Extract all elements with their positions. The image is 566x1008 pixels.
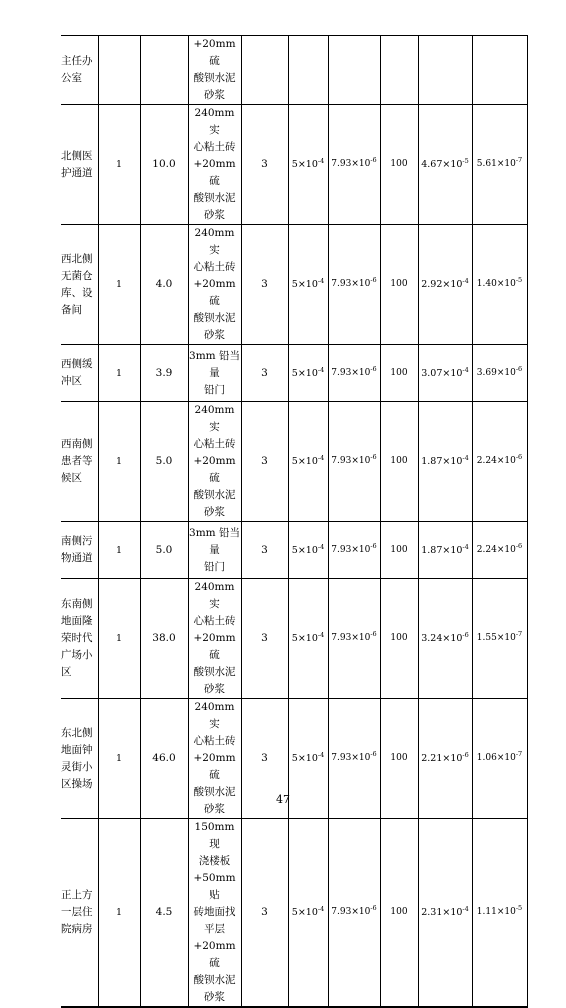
table-row xyxy=(61,579,527,699)
distance-cell xyxy=(140,36,188,105)
col5-cell: 3 xyxy=(241,402,288,522)
distance-cell: 10.0 xyxy=(140,105,188,225)
distance-cell: 4.5 xyxy=(140,819,188,1008)
col5-cell: 3 xyxy=(241,819,288,1008)
col5-cell: 3 xyxy=(241,579,288,699)
col8-cell: 100 xyxy=(380,699,418,819)
table-row xyxy=(61,345,527,402)
shielding-table xyxy=(61,35,528,1008)
distance-cell: 5.0 xyxy=(140,402,188,522)
table-row xyxy=(61,819,527,1008)
cell-line: 西南侧 xyxy=(61,438,93,450)
cell-line: 240mm 实 xyxy=(194,701,235,730)
cell-line: 砂浆 xyxy=(204,803,225,815)
col10-cell: $1.11\times 10^{-5}$ xyxy=(472,819,527,1008)
col6-cell: $5\times 10^{-4}$ xyxy=(288,819,328,1008)
col8-cell: 100 xyxy=(380,225,418,345)
col9-cell: $1.87\times 10^{-4}$ xyxy=(418,402,472,522)
cell-line: 砂浆 xyxy=(204,683,225,695)
distance-cell: 3.9 xyxy=(140,345,188,402)
cell-line: 东南侧 xyxy=(61,598,93,610)
col5-cell: 3 xyxy=(241,699,288,819)
location-cell xyxy=(61,579,98,699)
col7-cell: $7.93\times 10^{-6}$ xyxy=(328,579,380,699)
col6-cell: $5\times 10^{-4}$ xyxy=(288,402,328,522)
cell-line: 冲区 xyxy=(61,375,82,387)
count-cell: 1 xyxy=(98,105,140,225)
cell-line: 东北侧 xyxy=(61,726,93,739)
col7-cell: $7.93\times 10^{-6}$ xyxy=(328,345,380,402)
table-row xyxy=(61,225,527,345)
distance-cell: 4.0 xyxy=(140,225,188,345)
cell-line: 砂浆 xyxy=(204,209,225,221)
col7-cell: $7.93\times 10^{-6}$ xyxy=(328,819,380,1008)
cell-line: 南侧污 xyxy=(61,535,93,547)
col8-cell: 100 xyxy=(380,402,418,522)
cell-line: +20mm 硫 xyxy=(193,278,236,307)
cell-line: 240mm 实 xyxy=(194,581,235,610)
col10-cell xyxy=(472,36,527,105)
count-cell: 1 xyxy=(98,345,140,402)
cell-line: +20mm 硫 xyxy=(193,158,236,187)
cell-line: 量 xyxy=(209,543,220,556)
cell-line: 砂浆 xyxy=(204,89,225,101)
cell-line: 地面隆 xyxy=(61,615,93,627)
cell-line: 院病房 xyxy=(61,923,93,935)
cell-line: +50mm 贴 xyxy=(193,872,236,901)
cell-line: 平层 xyxy=(204,923,225,935)
col7-cell: $7.93\times 10^{-6}$ xyxy=(328,699,380,819)
cell-line: 量 xyxy=(209,366,220,379)
cell-line: 护通道 xyxy=(61,166,93,179)
cell-line: 西侧缓 xyxy=(61,358,93,370)
col8-cell: 100 xyxy=(380,345,418,402)
col9-cell: $3.24\times 10^{-6}$ xyxy=(418,579,472,699)
cell-line: 酸钡水泥 xyxy=(193,786,236,798)
col8-cell: 100 xyxy=(380,579,418,699)
cell-line: 西北侧 xyxy=(61,252,93,265)
cell-line: 浇楼板 xyxy=(198,855,231,867)
shielding-cell xyxy=(188,819,241,1008)
shielding-cell xyxy=(188,579,241,699)
location-cell xyxy=(61,105,98,225)
col9-cell: $2.21\times 10^{-6}$ xyxy=(418,699,472,819)
col7-cell xyxy=(328,36,380,105)
cell-line: 240mm 实 xyxy=(194,107,235,136)
col9-cell: $3.07\times 10^{-4}$ xyxy=(418,345,472,402)
col9-cell xyxy=(418,36,472,105)
col9-cell: $2.31\times 10^{-4}$ xyxy=(418,819,472,1008)
cell-line: 广场小 xyxy=(61,649,93,661)
cell-line: 区操场 xyxy=(61,777,93,790)
cell-line: 铅门 xyxy=(204,560,225,573)
cell-line: 酸钡水泥 xyxy=(193,974,236,986)
cell-line: 主任办 xyxy=(61,55,93,67)
cell-line: 砖地面找 xyxy=(193,906,236,918)
col8-cell: 100 xyxy=(380,522,418,579)
col7-cell: $7.93\times 10^{-6}$ xyxy=(328,105,380,225)
distance-cell: 46.0 xyxy=(140,699,188,819)
cell-line: 区 xyxy=(61,666,72,678)
cell-line: 3mm 铅当 xyxy=(189,349,240,362)
count-cell: 1 xyxy=(98,522,140,579)
col7-cell: $7.93\times 10^{-6}$ xyxy=(328,225,380,345)
cell-line: 心粘土砖 xyxy=(193,615,236,627)
cell-line: 物通道 xyxy=(61,552,93,564)
col9-cell: $1.87\times 10^{-4}$ xyxy=(418,522,472,579)
cell-line: 心粘土砖 xyxy=(193,735,236,747)
cell-line: 240mm 实 xyxy=(194,404,235,433)
col6-cell: $5\times 10^{-4}$ xyxy=(288,225,328,345)
cell-line: 无菌仓 xyxy=(61,269,93,282)
shielding-cell xyxy=(188,345,241,402)
cell-line: 砂浆 xyxy=(204,506,225,518)
shielding-cell xyxy=(188,36,241,105)
cell-line: 酸钡水泥 xyxy=(193,489,236,501)
cell-line: 库、设 xyxy=(61,286,93,299)
cell-line: 心粘土砖 xyxy=(193,141,236,153)
col10-cell: $2.24\times 10^{-6}$ xyxy=(472,522,527,579)
table-row xyxy=(61,36,527,105)
col6-cell: $5\times 10^{-4}$ xyxy=(288,522,328,579)
location-cell xyxy=(61,345,98,402)
location-cell xyxy=(61,522,98,579)
location-cell xyxy=(61,402,98,522)
cell-line: +20mm 硫 xyxy=(193,940,236,969)
col5-cell: 3 xyxy=(241,105,288,225)
cell-line: 酸钡水泥 xyxy=(193,192,236,204)
cell-line: 240mm 实 xyxy=(194,227,235,256)
col10-cell: $3.69\times 10^{-6}$ xyxy=(472,345,527,402)
location-cell xyxy=(61,819,98,1008)
col8-cell: 100 xyxy=(380,819,418,1008)
col6-cell: $5\times 10^{-4}$ xyxy=(288,579,328,699)
col5-cell: 3 xyxy=(241,345,288,402)
col5-cell xyxy=(241,36,288,105)
col10-cell: $2.24\times 10^{-6}$ xyxy=(472,402,527,522)
cell-line: 患者等 xyxy=(61,455,93,467)
shielding-cell xyxy=(188,402,241,522)
table-row xyxy=(61,402,527,522)
col9-cell: $2.92\times 10^{-4}$ xyxy=(418,225,472,345)
count-cell: 1 xyxy=(98,819,140,1008)
col5-cell: 3 xyxy=(241,225,288,345)
cell-line: 北侧医 xyxy=(61,149,93,162)
col7-cell: $7.93\times 10^{-6}$ xyxy=(328,522,380,579)
cell-line: 150mm 现 xyxy=(194,821,235,850)
count-cell: 1 xyxy=(98,402,140,522)
location-cell xyxy=(61,36,98,105)
count-cell: 1 xyxy=(98,699,140,819)
count-cell: 1 xyxy=(98,225,140,345)
shielding-cell xyxy=(188,522,241,579)
cell-line: 心粘土砖 xyxy=(193,261,236,273)
cell-line: 一层住 xyxy=(61,906,93,918)
cell-line: 3mm 铅当 xyxy=(189,526,240,539)
shielding-cell xyxy=(188,105,241,225)
cell-line: 备间 xyxy=(61,303,82,316)
col9-cell: $4.67\times 10^{-5}$ xyxy=(418,105,472,225)
cell-line: +20mm 硫 xyxy=(193,632,236,661)
distance-cell: 38.0 xyxy=(140,579,188,699)
col6-cell: $5\times 10^{-4}$ xyxy=(288,345,328,402)
count-cell xyxy=(98,36,140,105)
cell-line: 公室 xyxy=(61,72,82,84)
cell-line: 酸钡水泥 xyxy=(193,312,236,324)
col5-cell: 3 xyxy=(241,522,288,579)
cell-line: 酸钡水泥 xyxy=(193,72,236,84)
cell-line: +20mm 硫 xyxy=(193,38,236,67)
page-number: 47 xyxy=(276,793,290,806)
shielding-cell xyxy=(188,225,241,345)
col10-cell: $1.06\times 10^{-7}$ xyxy=(472,699,527,819)
cell-line: 荣时代 xyxy=(61,632,93,644)
col10-cell: $1.55\times 10^{-7}$ xyxy=(472,579,527,699)
cell-line: 砂浆 xyxy=(204,991,225,1003)
col10-cell: $1.40\times 10^{-5}$ xyxy=(472,225,527,345)
col7-cell: $7.93\times 10^{-6}$ xyxy=(328,402,380,522)
cell-line: 铅门 xyxy=(204,383,225,396)
distance-cell: 5.0 xyxy=(140,522,188,579)
cell-line: 正上方 xyxy=(61,889,93,901)
cell-line: +20mm 硫 xyxy=(193,455,236,484)
col6-cell: $5\times 10^{-4}$ xyxy=(288,105,328,225)
table-row xyxy=(61,105,527,225)
cell-line: 地面钟 xyxy=(61,743,93,756)
col6-cell: $5\times 10^{-4}$ xyxy=(288,699,328,819)
cell-line: 酸钡水泥 xyxy=(193,666,236,678)
col8-cell: 100 xyxy=(380,105,418,225)
cell-line: 灵街小 xyxy=(61,760,93,773)
col6-cell xyxy=(288,36,328,105)
col10-cell: $5.61\times 10^{-7}$ xyxy=(472,105,527,225)
cell-line: 砂浆 xyxy=(204,329,225,341)
cell-line: 候区 xyxy=(61,472,82,484)
col8-cell xyxy=(380,36,418,105)
location-cell xyxy=(61,225,98,345)
count-cell: 1 xyxy=(98,579,140,699)
cell-line: 心粘土砖 xyxy=(193,438,236,450)
cell-line: +20mm 硫 xyxy=(193,752,236,781)
table-row xyxy=(61,522,527,579)
